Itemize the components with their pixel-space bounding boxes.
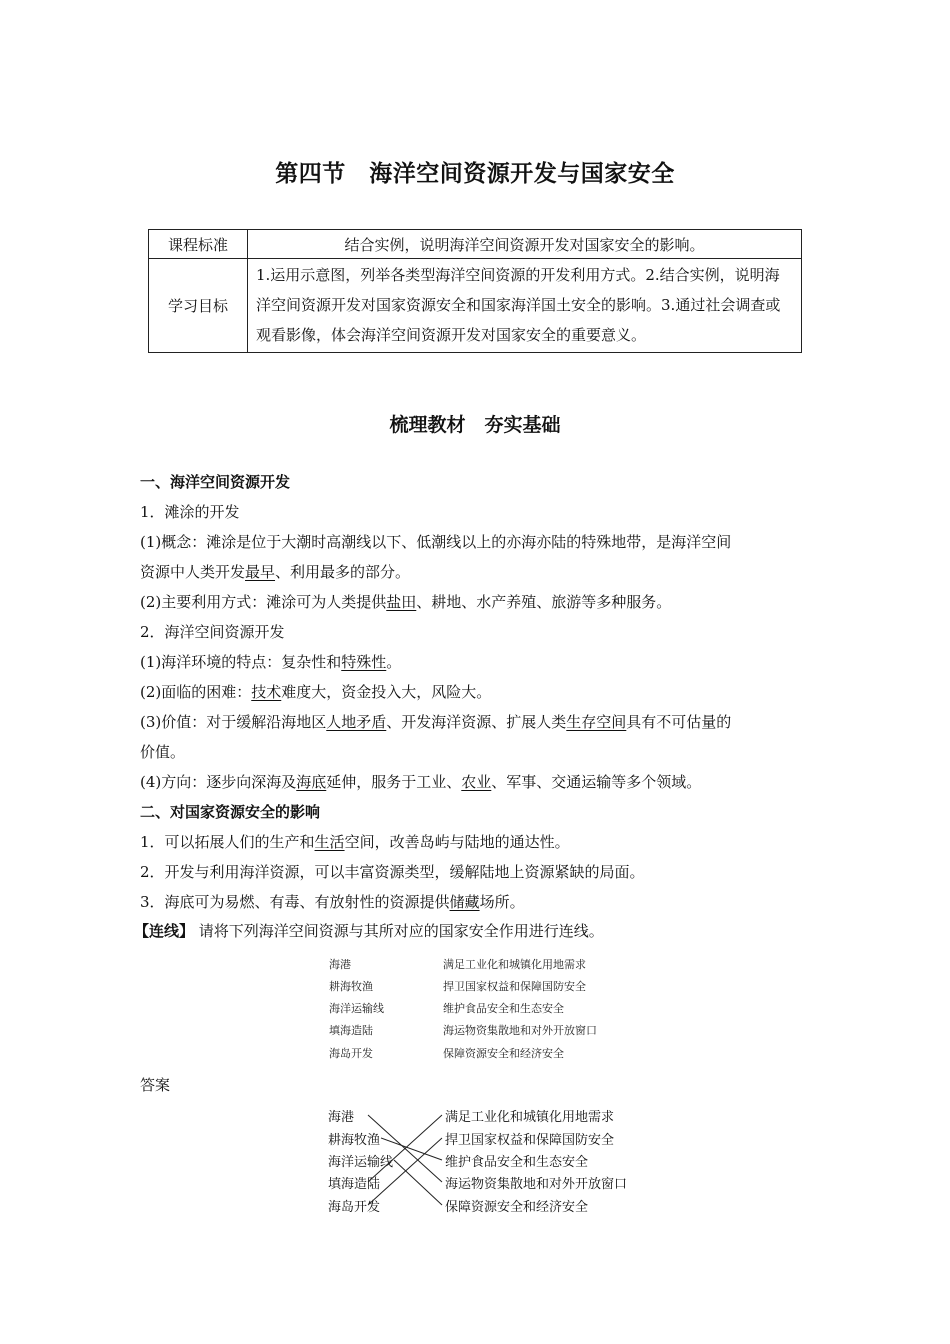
learning-goal-value: 1.运用示意图，列举各类型海洋空间资源的开发利用方式。2.结合实例，说明海洋空间资源开发对国家资源安全和国家海洋国土安全的影响。3.通过社会调查或观看影像，体会海洋空间资源开发对国家安全的重要意义。	[248, 259, 802, 353]
matching-right-item: 捍卫国家权益和保障国防安全	[443, 980, 586, 993]
text: 1．可以拓展人们的生产和	[140, 833, 315, 851]
answer-left-item: 海岛开发	[328, 1200, 381, 1215]
answer-blank: 储藏	[449, 893, 480, 911]
matching-left-item: 海洋运输线	[329, 1002, 384, 1015]
answer-left-item: 耕海牧渔	[328, 1133, 381, 1148]
paragraph-part2-2: 2．开发与利用海洋资源，可以丰富资源类型，缓解陆地上资源紧缺的局面。	[140, 863, 645, 881]
text: (2)主要利用方式：滩涂可为人类提供	[140, 593, 387, 611]
answer-blank: 生存空间	[566, 713, 627, 731]
matching-right-item: 海运物资集散地和对外开放窗口	[443, 1024, 597, 1037]
part1-heading: 一、海洋空间资源开发	[140, 473, 291, 491]
text: 、军事、交通运输等多个领域。	[491, 773, 702, 791]
matching-left-item: 填海造陆	[329, 1024, 373, 1037]
answer-left-item: 海洋运输线	[328, 1155, 394, 1170]
text: 、利用最多的部分。	[275, 563, 411, 581]
part2-heading: 二、对国家资源安全的影响	[140, 803, 321, 821]
text: 延伸，服务于工业、	[326, 773, 462, 791]
answer-blank: 特殊性	[341, 653, 387, 671]
text: 难度大，资金投入大，风险大。	[281, 683, 492, 701]
section-title: 梳理教材 夯实基础	[389, 414, 561, 436]
answer-right-item: 满足工业化和城镇化用地需求	[445, 1110, 615, 1125]
answer-blank: 最早	[245, 563, 276, 581]
matching-left-item: 耕海牧渔	[329, 980, 373, 993]
matching-right-item: 满足工业化和城镇化用地需求	[443, 958, 586, 971]
answer-blank: 生活	[314, 833, 345, 851]
paragraph-value-line2: 价值。	[140, 743, 186, 761]
text: 资源中人类开发	[140, 563, 246, 581]
text: (2)面临的困难：	[140, 683, 252, 701]
text: 3．海底可为易燃、有毒、有放射性的资源提供	[140, 893, 450, 911]
answer-blank: 海底	[296, 773, 327, 791]
text: (1)海洋环境的特点：复杂性和	[140, 653, 342, 671]
answer-blank: 人地矛盾	[326, 713, 387, 731]
answer-right-item: 海运物资集散地和对外开放窗口	[445, 1177, 628, 1192]
answer-blank: 农业	[461, 773, 492, 791]
text: 场所。	[479, 893, 525, 911]
matching-right-item: 维护食品安全和生态安全	[443, 1002, 564, 1015]
text: (4)方向：逐步向深海及	[140, 773, 297, 791]
matching-instruction: 请将下列海洋空间资源与其所对应的国家安全作用进行连线。	[198, 922, 604, 940]
answer-link-line	[394, 1160, 442, 1205]
matching-left-item: 海港	[329, 958, 351, 971]
answer-label: 答案	[140, 1076, 171, 1094]
matching-left-item: 海岛开发	[329, 1047, 373, 1060]
answer-right-item: 维护食品安全和生态安全	[445, 1155, 589, 1170]
text: (3)价值：对于缓解沿海地区	[140, 713, 327, 731]
matching-right-item: 保障资源安全和经济安全	[443, 1047, 564, 1060]
text: 具有不可估量的	[626, 713, 732, 731]
course-standard-value: 结合实例，说明海洋空间资源开发对国家安全的影响。	[248, 230, 802, 259]
text: 、耕地、水产养殖、旅游等多种服务。	[416, 593, 672, 611]
paragraph-concept-line1: (1)概念：滩涂是位于大潮时高潮线以下、低潮线以上的亦海亦陆的特殊地带，是海洋空间	[140, 533, 732, 551]
course-standard-label: 课程标准	[149, 230, 248, 259]
answer-blank: 盐田	[386, 593, 417, 611]
answer-link-line	[381, 1138, 442, 1160]
subheading-tidal-flat: 1．滩涂的开发	[140, 503, 240, 521]
text: 、开发海洋资源、扩展人类	[386, 713, 567, 731]
learning-goal-label: 学习目标	[149, 259, 248, 353]
answer-right-item: 捍卫国家权益和保障国防安全	[445, 1133, 615, 1148]
text: 。	[386, 653, 402, 671]
answer-left-item: 填海造陆	[328, 1177, 381, 1192]
page-title: 第四节 海洋空间资源开发与国家安全	[275, 161, 675, 187]
text: 空间，改善岛屿与陆地的通达性。	[344, 833, 570, 851]
matching-tag: 【连线】	[134, 922, 195, 940]
subheading-ocean-space: 2．海洋空间资源开发	[140, 623, 285, 641]
answer-blank: 技术	[251, 683, 282, 701]
answer-left-item: 海港	[328, 1110, 355, 1125]
answer-right-item: 保障资源安全和经济安全	[445, 1200, 589, 1215]
